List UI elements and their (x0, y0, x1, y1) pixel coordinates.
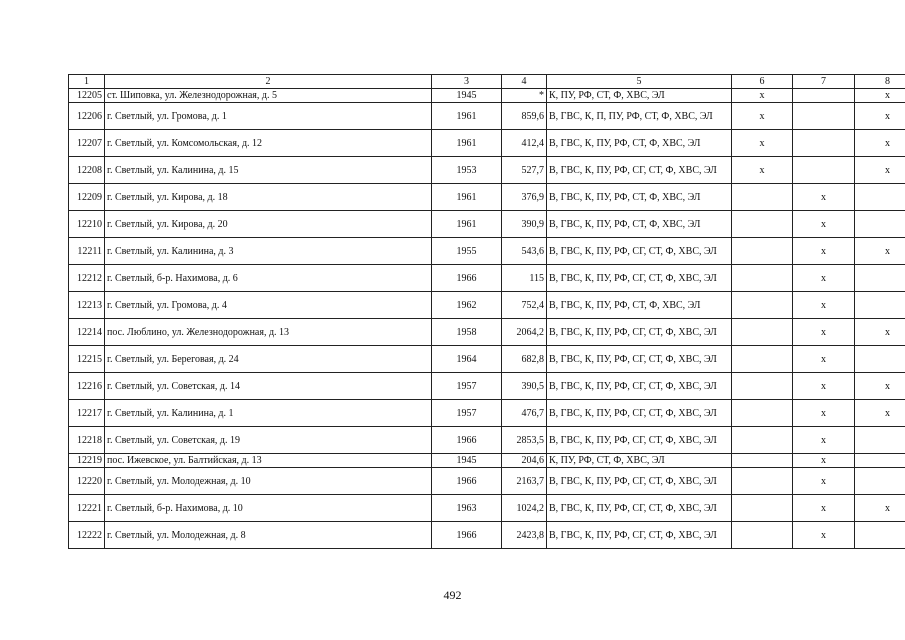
page-number: 492 (443, 588, 462, 602)
mark-cell-8 (855, 184, 905, 211)
area-cell: 752,4 (502, 292, 547, 319)
table-row (69, 211, 905, 238)
mark-cell-8 (855, 346, 905, 373)
address-cell: г. Светлый, ул. Молодежная, д. 8 (105, 522, 432, 549)
mark-cell-6: х (732, 130, 793, 157)
systems-cell: В, ГВС, К, ПУ, РФ, СТ, Ф, ХВС, ЭЛ (547, 211, 732, 238)
area-cell: 2163,7 (502, 468, 547, 495)
systems-cell: В, ГВС, К, ПУ, РФ, СГ, СТ, Ф, ХВС, ЭЛ (547, 238, 732, 265)
header-cell-6: 6 (732, 75, 793, 89)
mark-cell-6 (732, 184, 793, 211)
year-cell: 1964 (432, 346, 502, 373)
row-number-cell: 12212 (69, 265, 105, 292)
systems-cell: В, ГВС, К, ПУ, РФ, СГ, СТ, Ф, ХВС, ЭЛ (547, 346, 732, 373)
year-cell: 1945 (432, 454, 502, 468)
row-number-cell: 12206 (69, 103, 105, 130)
mark-cell-6 (732, 211, 793, 238)
year-cell: 1966 (432, 522, 502, 549)
row-number-cell: 12214 (69, 319, 105, 346)
address-cell: г. Светлый, ул. Береговая, д. 24 (105, 346, 432, 373)
mark-cell-7: х (793, 292, 855, 319)
area-cell: 2064,2 (502, 319, 547, 346)
table-row (69, 184, 905, 211)
table-row (69, 400, 905, 427)
table-row (69, 157, 905, 184)
mark-cell-6 (732, 265, 793, 292)
mark-cell-8: х (855, 319, 905, 346)
address-cell: г. Светлый, ул. Комсомольская, д. 12 (105, 130, 432, 157)
mark-cell-7: х (793, 211, 855, 238)
year-cell: 1961 (432, 130, 502, 157)
table-body (69, 75, 905, 549)
systems-cell: К, ПУ, РФ, СТ, Ф, ХВС, ЭЛ (547, 454, 732, 468)
table-row (69, 373, 905, 400)
table-row (69, 522, 905, 549)
row-number-cell: 12218 (69, 427, 105, 454)
mark-cell-8 (855, 427, 905, 454)
header-cell-7: 7 (793, 75, 855, 89)
mark-cell-8: х (855, 238, 905, 265)
mark-cell-8 (855, 265, 905, 292)
mark-cell-8: х (855, 89, 905, 103)
year-cell: 1957 (432, 373, 502, 400)
table-row (69, 495, 905, 522)
address-cell: г. Светлый, ул. Кирова, д. 18 (105, 184, 432, 211)
address-cell: г. Светлый, б-р. Нахимова, д. 10 (105, 495, 432, 522)
header-cell-1: 1 (69, 75, 105, 89)
mark-cell-7: х (793, 522, 855, 549)
header-cell-5: 5 (547, 75, 732, 89)
mark-cell-8: х (855, 373, 905, 400)
mark-cell-8: х (855, 130, 905, 157)
systems-cell: В, ГВС, К, ПУ, РФ, СГ, СТ, Ф, ХВС, ЭЛ (547, 400, 732, 427)
area-cell: 682,8 (502, 346, 547, 373)
row-number-cell: 12221 (69, 495, 105, 522)
address-cell: г. Светлый, ул. Калинина, д. 3 (105, 238, 432, 265)
area-cell: 543,6 (502, 238, 547, 265)
systems-cell: К, ПУ, РФ, СТ, Ф, ХВС, ЭЛ (547, 89, 732, 103)
address-cell: г. Светлый, ул. Советская, д. 19 (105, 427, 432, 454)
mark-cell-8 (855, 454, 905, 468)
mark-cell-6: х (732, 157, 793, 184)
systems-cell: В, ГВС, К, ПУ, РФ, СГ, СТ, Ф, ХВС, ЭЛ (547, 427, 732, 454)
address-cell: г. Светлый, ул. Советская, д. 14 (105, 373, 432, 400)
year-cell: 1953 (432, 157, 502, 184)
row-number-cell: 12213 (69, 292, 105, 319)
year-cell: 1962 (432, 292, 502, 319)
table-row (69, 265, 905, 292)
year-cell: 1961 (432, 103, 502, 130)
area-cell: 2423,8 (502, 522, 547, 549)
address-cell: пос. Ижевское, ул. Балтийская, д. 13 (105, 454, 432, 468)
row-number-cell: 12205 (69, 89, 105, 103)
table-row (69, 130, 905, 157)
mark-cell-6 (732, 495, 793, 522)
year-cell: 1966 (432, 427, 502, 454)
mark-cell-8 (855, 292, 905, 319)
row-number-cell: 12209 (69, 184, 105, 211)
address-cell: г. Светлый, ул. Калинина, д. 15 (105, 157, 432, 184)
mark-cell-8: х (855, 495, 905, 522)
address-cell: г. Светлый, ул. Калинина, д. 1 (105, 400, 432, 427)
mark-cell-7: х (793, 238, 855, 265)
header-cell-2: 2 (105, 75, 432, 89)
mark-cell-7: х (793, 400, 855, 427)
systems-cell: В, ГВС, К, ПУ, РФ, СГ, СТ, Ф, ХВС, ЭЛ (547, 157, 732, 184)
area-cell: 859,6 (502, 103, 547, 130)
mark-cell-8: х (855, 103, 905, 130)
year-cell: 1961 (432, 184, 502, 211)
area-cell: 527,7 (502, 157, 547, 184)
mark-cell-6 (732, 238, 793, 265)
row-number-cell: 12222 (69, 522, 105, 549)
mark-cell-6 (732, 427, 793, 454)
row-number-cell: 12220 (69, 468, 105, 495)
row-number-cell: 12207 (69, 130, 105, 157)
systems-cell: В, ГВС, К, ПУ, РФ, СГ, СТ, Ф, ХВС, ЭЛ (547, 522, 732, 549)
register-table (68, 74, 905, 549)
area-cell: 1024,2 (502, 495, 547, 522)
table-row (69, 89, 905, 103)
row-number-cell: 12215 (69, 346, 105, 373)
row-number-cell: 12216 (69, 373, 105, 400)
systems-cell: В, ГВС, К, ПУ, РФ, СТ, Ф, ХВС, ЭЛ (547, 184, 732, 211)
area-cell: 2853,5 (502, 427, 547, 454)
table-row (69, 292, 905, 319)
systems-cell: В, ГВС, К, ПУ, РФ, СГ, СТ, Ф, ХВС, ЭЛ (547, 495, 732, 522)
table-row (69, 346, 905, 373)
mark-cell-7: х (793, 468, 855, 495)
mark-cell-8 (855, 522, 905, 549)
year-cell: 1963 (432, 495, 502, 522)
address-cell: г. Светлый, б-р. Нахимова, д. 6 (105, 265, 432, 292)
table-row (69, 468, 905, 495)
area-cell: 376,9 (502, 184, 547, 211)
address-cell: г. Светлый, ул. Кирова, д. 20 (105, 211, 432, 238)
table-row (69, 319, 905, 346)
mark-cell-7: х (793, 373, 855, 400)
mark-cell-6 (732, 292, 793, 319)
systems-cell: В, ГВС, К, ПУ, РФ, СТ, Ф, ХВС, ЭЛ (547, 130, 732, 157)
systems-cell: В, ГВС, К, ПУ, РФ, СГ, СТ, Ф, ХВС, ЭЛ (547, 373, 732, 400)
mark-cell-7: х (793, 184, 855, 211)
systems-cell: В, ГВС, К, ПУ, РФ, СГ, СТ, Ф, ХВС, ЭЛ (547, 468, 732, 495)
area-cell: 115 (502, 265, 547, 292)
row-number-cell: 12217 (69, 400, 105, 427)
row-number-cell: 12211 (69, 238, 105, 265)
mark-cell-7: х (793, 346, 855, 373)
header-cell-3: 3 (432, 75, 502, 89)
table-row (69, 238, 905, 265)
area-cell: 390,5 (502, 373, 547, 400)
header-cell-4: 4 (502, 75, 547, 89)
mark-cell-6 (732, 400, 793, 427)
mark-cell-6 (732, 346, 793, 373)
area-cell: 476,7 (502, 400, 547, 427)
mark-cell-6: х (732, 103, 793, 130)
address-cell: г. Светлый, ул. Громова, д. 1 (105, 103, 432, 130)
mark-cell-8 (855, 468, 905, 495)
mark-cell-7 (793, 103, 855, 130)
address-cell: г. Светлый, ул. Громова, д. 4 (105, 292, 432, 319)
mark-cell-6 (732, 373, 793, 400)
table-row (69, 103, 905, 130)
year-cell: 1958 (432, 319, 502, 346)
year-cell: 1961 (432, 211, 502, 238)
mark-cell-7 (793, 89, 855, 103)
area-cell: 390,9 (502, 211, 547, 238)
year-cell: 1966 (432, 468, 502, 495)
year-cell: 1955 (432, 238, 502, 265)
mark-cell-7: х (793, 454, 855, 468)
systems-cell: В, ГВС, К, ПУ, РФ, СГ, СТ, Ф, ХВС, ЭЛ (547, 319, 732, 346)
mark-cell-7 (793, 157, 855, 184)
table-row (69, 454, 905, 468)
header-cell-8: 8 (855, 75, 905, 89)
mark-cell-8: х (855, 157, 905, 184)
area-cell: 204,6 (502, 454, 547, 468)
address-cell: г. Светлый, ул. Молодежная, д. 10 (105, 468, 432, 495)
mark-cell-6 (732, 454, 793, 468)
header-row (69, 75, 905, 89)
year-cell: 1966 (432, 265, 502, 292)
year-cell: 1945 (432, 89, 502, 103)
mark-cell-6 (732, 468, 793, 495)
table-row (69, 427, 905, 454)
row-number-cell: 12219 (69, 454, 105, 468)
mark-cell-6 (732, 319, 793, 346)
systems-cell: В, ГВС, К, ПУ, РФ, СТ, Ф, ХВС, ЭЛ (547, 292, 732, 319)
systems-cell: В, ГВС, К, ПУ, РФ, СГ, СТ, Ф, ХВС, ЭЛ (547, 265, 732, 292)
mark-cell-6: х (732, 89, 793, 103)
address-cell: пос. Люблино, ул. Железнодорожная, д. 13 (105, 319, 432, 346)
mark-cell-8 (855, 211, 905, 238)
mark-cell-7: х (793, 319, 855, 346)
area-cell: * (502, 89, 547, 103)
mark-cell-7 (793, 130, 855, 157)
row-number-cell: 12210 (69, 211, 105, 238)
systems-cell: В, ГВС, К, П, ПУ, РФ, СТ, Ф, ХВС, ЭЛ (547, 103, 732, 130)
area-cell: 412,4 (502, 130, 547, 157)
mark-cell-6 (732, 522, 793, 549)
mark-cell-8: х (855, 400, 905, 427)
year-cell: 1957 (432, 400, 502, 427)
mark-cell-7: х (793, 427, 855, 454)
mark-cell-7: х (793, 495, 855, 522)
mark-cell-7: х (793, 265, 855, 292)
address-cell: ст. Шиповка, ул. Железнодорожная, д. 5 (105, 89, 432, 103)
row-number-cell: 12208 (69, 157, 105, 184)
